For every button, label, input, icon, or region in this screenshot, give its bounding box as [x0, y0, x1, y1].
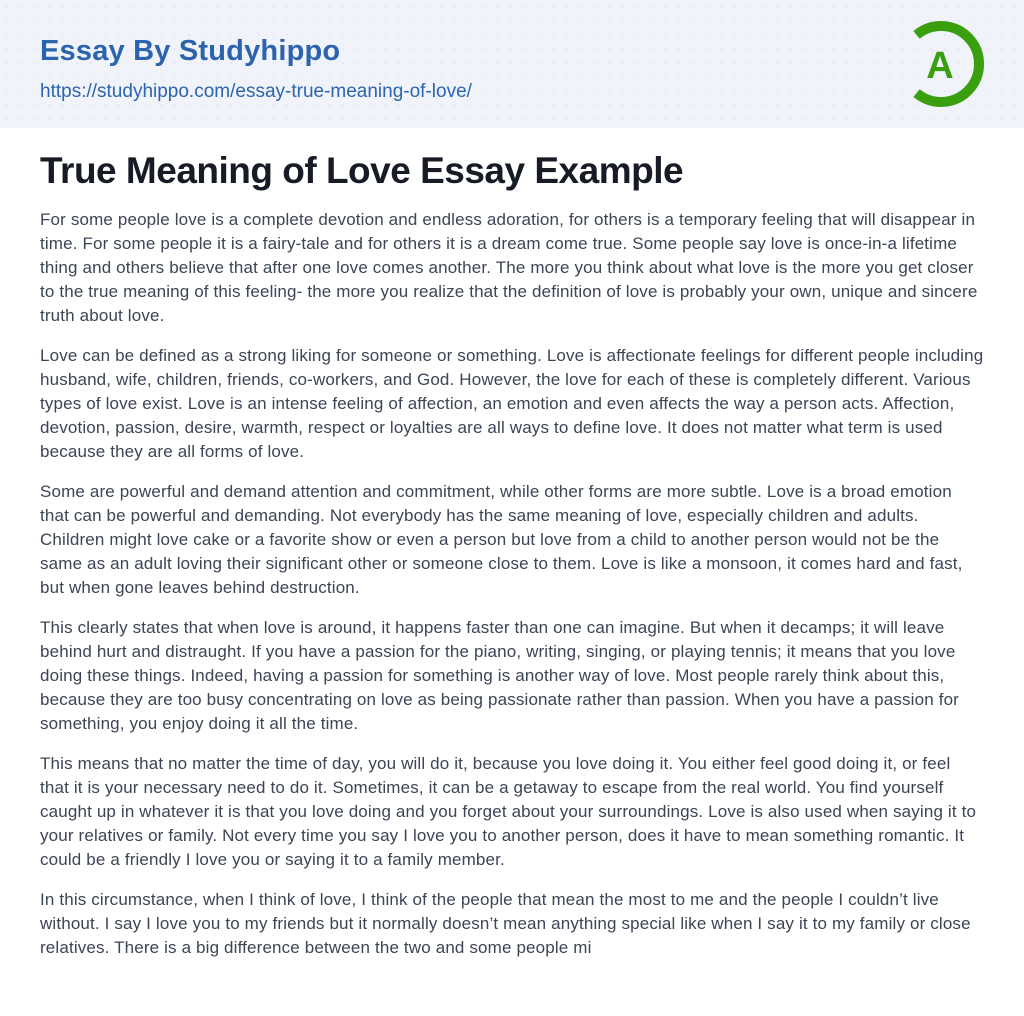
logo-letter: A: [926, 45, 954, 87]
page-header: [0, 0, 1024, 128]
essay-paragraph: In this circumstance, when I think of love, I think of the people that mean the most to me and the people I couldn’t live without. I say I love you to my friends but it normally doesn’t mean anything special like when I say it to my family or close relatives. There is a big difference between the two and some people mi: [40, 889, 971, 957]
source-url[interactable]: https://studyhippo.com/essay-true-meaning-of-love/: [40, 81, 472, 102]
essay-paragraph: This means that no matter the time of day, you will do it, because you love doing it. You either feel good doing it, or feel that it is your necessary need to do it. Sometimes, it can be a getaway to escape from the real world. You find yourself caught up in whatever it is that you love doing and you forget about your surroundings. Love is also used when saying it to your relatives or family. Not every time you say I love you to another person, does it have to mean something romantic. It could be a friendly I love you or saying it to a family member.: [40, 753, 977, 869]
page-title: True Meaning of Love Essay Example: [40, 150, 684, 191]
essay-paragraph: Love can be defined as a strong liking for someone or something. Love is affectionate feelings for different people including husband, wife, children, friends, co-workers, and God. However, the love for each of these is completely different. Various types of love exist. Love is an intense feeling of affection, an emotion and even affects the way a person acts. Affection, devotion, passion, desire, warmth, respect or loyalties are all ways to define love. It does not matter what term is used because they are all forms of love.: [40, 345, 984, 461]
logo-a-icon: [898, 21, 984, 107]
essay-paragraph: Some are powerful and demand attention and commitment, while other forms are more subtle. Love is a broad emotion that can be powerful and demanding. Not everybody has the same meaning of love, especially children and adults. Children might love cake or a favorite show or even a person but love from a child to another person would not be the same as an adult loving their significant other or someone close to them. Love is like a monsoon, it comes hard and fast, but when gone leaves behind destruction.: [40, 481, 963, 597]
essay-paragraph: This clearly states that when love is around, it happens faster than one can imagine. But when it decamps; it will leave behind hurt and distraught. If you have a passion for the piano, writing, singing, or playing tennis; it means that you love doing these things. Indeed, having a passion for something is another way of love. Most people rarely think about this, because they are too busy concentrating on love as being passionate rather than passion. When you have a passion for something, you enjoy doing it all the time.: [40, 617, 959, 733]
header-text-block: [40, 25, 472, 103]
essay-content: [0, 128, 1024, 1016]
studyhippo-logo: [898, 21, 984, 107]
essay-body: [40, 208, 984, 960]
brand-title: Essay By Studyhippo: [40, 35, 341, 67]
essay-paragraph: For some people love is a complete devotion and endless adoration, for others is a temporary feeling that will disappear in time. For some people it is a fairy-tale and for others it is a dream come true. Some people say love is once-in-a lifetime thing and others believe that after one love comes another. The more you think about what love is the more you get closer to the true meaning of this feeling- the more you realize that the definition of love is probably your own, unique and sincere truth about love.: [40, 209, 978, 325]
